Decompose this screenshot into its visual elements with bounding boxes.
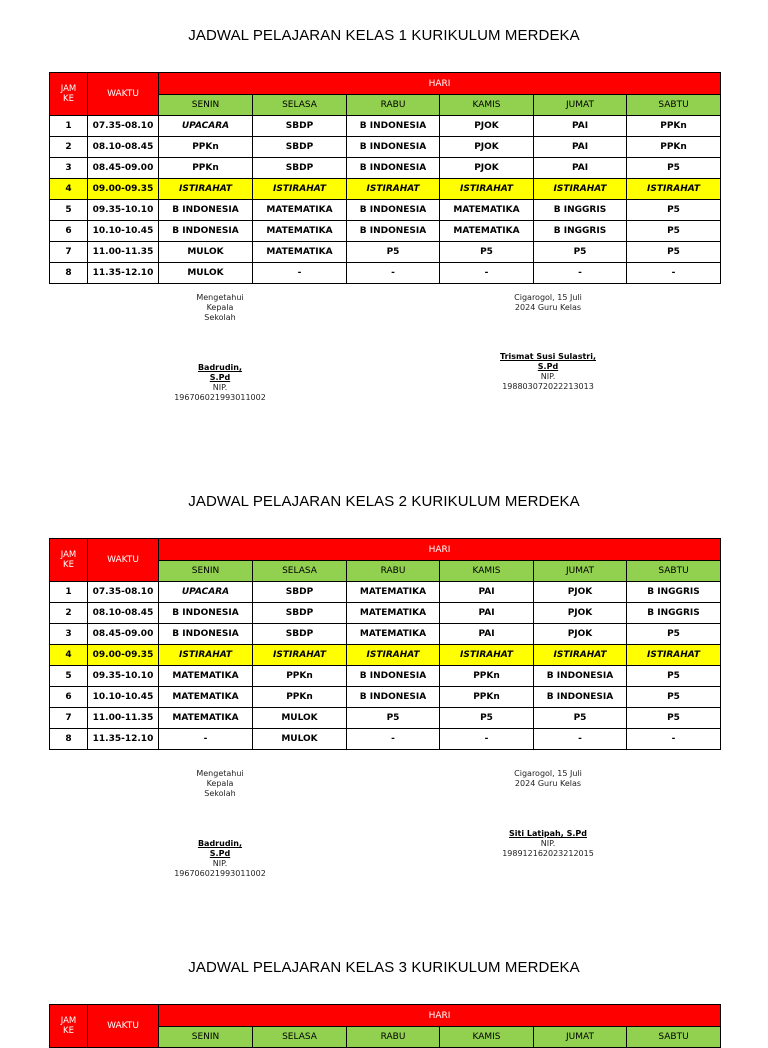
cell-subject: SBDP — [253, 137, 347, 158]
table-row — [50, 603, 721, 624]
cell-subject: MATEMATIKA — [253, 221, 347, 242]
cell-subject: PJOK — [440, 116, 534, 137]
cell-jam: 7 — [50, 242, 88, 263]
cell-subject: ISTIRAHAT — [440, 179, 534, 200]
cell-jam: 1 — [50, 582, 88, 603]
table-row — [50, 582, 721, 603]
cell-subject: PPKn — [159, 137, 253, 158]
cell-subject: ISTIRAHAT — [627, 179, 721, 200]
cell-subject: P5 — [627, 708, 721, 729]
cell-jam: 2 — [50, 603, 88, 624]
cell-subject: P5 — [627, 666, 721, 687]
table-row — [50, 687, 721, 708]
table-row — [50, 200, 721, 221]
cell-subject: P5 — [534, 708, 627, 729]
cell-subject: ISTIRAHAT — [253, 179, 347, 200]
cell-subject: B INDONESIA — [347, 687, 440, 708]
table-row — [50, 221, 721, 242]
cell-subject: SBDP — [253, 603, 347, 624]
header-day: SELASA — [253, 1027, 347, 1048]
cell-waktu: 08.45-09.00 — [88, 158, 159, 179]
table-row-break — [50, 645, 721, 666]
header-waktu: WAKTU — [88, 1005, 159, 1048]
header-day: SABTU — [627, 1027, 721, 1048]
cell-subject: ISTIRAHAT — [440, 645, 534, 666]
table-row — [50, 137, 721, 158]
cell-subject: B INDONESIA — [347, 200, 440, 221]
cell-waktu: 11.35-12.10 — [88, 263, 159, 284]
header-day: SABTU — [627, 95, 721, 116]
cell-waktu: 10.10-10.45 — [88, 221, 159, 242]
cell-subject: P5 — [440, 708, 534, 729]
cell-subject: B INDONESIA — [347, 137, 440, 158]
cell-jam: 5 — [50, 200, 88, 221]
cell-waktu: 08.10-08.45 — [88, 603, 159, 624]
table-row — [50, 116, 721, 137]
schedule-section-kelas-3 — [0, 932, 768, 1042]
cell-waktu: 11.35-12.10 — [88, 729, 159, 750]
cell-subject: P5 — [627, 200, 721, 221]
table-row — [50, 158, 721, 179]
cell-subject: MATEMATIKA — [440, 200, 534, 221]
page-title: JADWAL PELAJARAN KELAS 3 KURIKULUM MERDEKA — [188, 959, 580, 976]
cell-subject: PAI — [440, 582, 534, 603]
cell-jam: 4 — [50, 179, 88, 200]
header-day: JUMAT — [534, 561, 627, 582]
cell-subject: B INGGRIS — [627, 582, 721, 603]
table-row — [50, 708, 721, 729]
cell-subject: PAI — [440, 603, 534, 624]
cell-subject: P5 — [627, 158, 721, 179]
cell-subject: MATEMATIKA — [159, 666, 253, 687]
cell-subject: SBDP — [253, 624, 347, 645]
header-day: KAMIS — [440, 95, 534, 116]
cell-subject: B INDONESIA — [347, 158, 440, 179]
cell-subject: - — [440, 729, 534, 750]
cell-subject: B INDONESIA — [534, 666, 627, 687]
cell-subject: - — [253, 263, 347, 284]
cell-subject: PJOK — [440, 137, 534, 158]
cell-subject: PAI — [534, 158, 627, 179]
header-day: SENIN — [159, 1027, 253, 1048]
cell-waktu: 09.00-09.35 — [88, 645, 159, 666]
cell-subject: B INGGRIS — [534, 221, 627, 242]
table-row — [50, 242, 721, 263]
teacher-date-line: Cigarogol, 15 Juli 2024 Guru Kelas — [514, 293, 582, 312]
cell-waktu: 09.35-10.10 — [88, 200, 159, 221]
cell-jam: 7 — [50, 708, 88, 729]
cell-subject: PJOK — [534, 582, 627, 603]
table-row — [50, 624, 721, 645]
cell-waktu: 09.35-10.10 — [88, 666, 159, 687]
cell-waktu: 11.00-11.35 — [88, 708, 159, 729]
cell-subject: MATEMATIKA — [347, 624, 440, 645]
cell-subject: PPKn — [440, 687, 534, 708]
cell-subject: SBDP — [253, 158, 347, 179]
cell-subject: PJOK — [440, 158, 534, 179]
cell-subject: B INDONESIA — [347, 221, 440, 242]
cell-subject: MULOK — [253, 708, 347, 729]
cell-subject: ISTIRAHAT — [159, 179, 253, 200]
header-waktu: WAKTU — [88, 539, 159, 582]
cell-jam: 8 — [50, 263, 88, 284]
cell-subject: ISTIRAHAT — [534, 645, 627, 666]
cell-subject: B INDONESIA — [159, 200, 253, 221]
schedule-table — [49, 538, 721, 750]
cell-subject: B INDONESIA — [159, 221, 253, 242]
headmaster-signature: Badrudin, S.Pd NIP. 196706021993011002 — [174, 363, 266, 402]
cell-jam: 1 — [50, 116, 88, 137]
cell-subject: P5 — [440, 242, 534, 263]
headmaster-acknowledgement: Mengetahui Kepala Sekolah — [196, 293, 244, 322]
cell-subject: - — [159, 729, 253, 750]
cell-subject: ISTIRAHAT — [534, 179, 627, 200]
cell-waktu: 07.35-08.10 — [88, 116, 159, 137]
cell-subject: ISTIRAHAT — [253, 645, 347, 666]
cell-subject: PAI — [534, 116, 627, 137]
cell-subject: ISTIRAHAT — [347, 645, 440, 666]
cell-subject: ISTIRAHAT — [159, 645, 253, 666]
cell-jam: 2 — [50, 137, 88, 158]
header-day: JUMAT — [534, 95, 627, 116]
cell-subject: PPKn — [440, 666, 534, 687]
cell-subject: MATEMATIKA — [253, 242, 347, 263]
table-row — [50, 666, 721, 687]
cell-subject: P5 — [347, 242, 440, 263]
cell-subject: ISTIRAHAT — [347, 179, 440, 200]
cell-subject: B INGGRIS — [534, 200, 627, 221]
cell-jam: 3 — [50, 624, 88, 645]
teacher-signature: Trismat Susi Sulastri, S.Pd NIP. 198803072022213013 — [499, 352, 597, 391]
cell-subject: P5 — [347, 708, 440, 729]
cell-subject: PPKn — [253, 687, 347, 708]
cell-subject: P5 — [627, 242, 721, 263]
cell-subject: - — [347, 729, 440, 750]
cell-subject: - — [347, 263, 440, 284]
cell-subject: P5 — [627, 687, 721, 708]
cell-waktu: 11.00-11.35 — [88, 242, 159, 263]
cell-subject: PPKn — [253, 666, 347, 687]
header-day: JUMAT — [534, 1027, 627, 1048]
cell-subject: PPKn — [627, 137, 721, 158]
cell-subject: MULOK — [159, 263, 253, 284]
header-day: SELASA — [253, 95, 347, 116]
cell-subject: UPACARA — [159, 582, 253, 603]
cell-subject: B INDONESIA — [159, 603, 253, 624]
page-title: JADWAL PELAJARAN KELAS 1 KURIKULUM MERDEKA — [188, 27, 580, 44]
cell-subject: P5 — [627, 221, 721, 242]
cell-subject: MATEMATIKA — [347, 582, 440, 603]
cell-subject: SBDP — [253, 582, 347, 603]
cell-subject: - — [627, 729, 721, 750]
page-title: JADWAL PELAJARAN KELAS 2 KURIKULUM MERDEKA — [188, 493, 580, 510]
cell-subject: ISTIRAHAT — [627, 645, 721, 666]
cell-subject: MULOK — [159, 242, 253, 263]
header-day: KAMIS — [440, 561, 534, 582]
header-day: KAMIS — [440, 1027, 534, 1048]
cell-subject: P5 — [534, 242, 627, 263]
table-row — [50, 263, 721, 284]
header-day: RABU — [347, 561, 440, 582]
cell-subject: PJOK — [534, 624, 627, 645]
cell-subject: MATEMATIKA — [159, 687, 253, 708]
header-jam-ke: JAM KE — [50, 539, 88, 582]
teacher-signature: Siti Latipah, S.Pd NIP. 198912162023212015 — [502, 829, 594, 858]
teacher-date-line: Cigarogol, 15 Juli 2024 Guru Kelas — [514, 769, 582, 788]
cell-subject: B INDONESIA — [347, 666, 440, 687]
cell-subject: MATEMATIKA — [159, 708, 253, 729]
cell-subject: MULOK — [253, 729, 347, 750]
cell-subject: PAI — [440, 624, 534, 645]
cell-subject: PPKn — [627, 116, 721, 137]
schedule-table — [49, 72, 721, 284]
cell-waktu: 10.10-10.45 — [88, 687, 159, 708]
cell-subject: P5 — [627, 624, 721, 645]
cell-jam: 4 — [50, 645, 88, 666]
headmaster-signature: Badrudin, S.Pd NIP. 196706021993011002 — [174, 839, 266, 878]
cell-waktu: 09.00-09.35 — [88, 179, 159, 200]
headmaster-acknowledgement: Mengetahui Kepala Sekolah — [196, 769, 244, 798]
cell-subject: MATEMATIKA — [440, 221, 534, 242]
schedule-table — [49, 1004, 721, 1048]
header-jam-ke: JAM KE — [50, 73, 88, 116]
cell-waktu: 08.10-08.45 — [88, 137, 159, 158]
cell-subject: PJOK — [534, 603, 627, 624]
header-waktu: WAKTU — [88, 73, 159, 116]
header-day: SENIN — [159, 561, 253, 582]
header-day: SELASA — [253, 561, 347, 582]
header-day: SENIN — [159, 95, 253, 116]
cell-jam: 5 — [50, 666, 88, 687]
cell-jam: 6 — [50, 687, 88, 708]
cell-jam: 3 — [50, 158, 88, 179]
cell-subject: - — [440, 263, 534, 284]
header-day: RABU — [347, 1027, 440, 1048]
cell-waktu: 07.35-08.10 — [88, 582, 159, 603]
cell-jam: 6 — [50, 221, 88, 242]
cell-subject: B INDONESIA — [159, 624, 253, 645]
header-day: RABU — [347, 95, 440, 116]
cell-subject: PPKn — [159, 158, 253, 179]
cell-subject: MATEMATIKA — [347, 603, 440, 624]
header-hari: HARI — [159, 1005, 721, 1027]
cell-subject: - — [534, 729, 627, 750]
header-day: SABTU — [627, 561, 721, 582]
cell-subject: B INDONESIA — [534, 687, 627, 708]
cell-subject: SBDP — [253, 116, 347, 137]
cell-subject: B INDONESIA — [347, 116, 440, 137]
cell-subject: PAI — [534, 137, 627, 158]
cell-subject: B INGGRIS — [627, 603, 721, 624]
header-hari: HARI — [159, 539, 721, 561]
cell-subject: - — [627, 263, 721, 284]
table-row-break — [50, 179, 721, 200]
table-row — [50, 729, 721, 750]
cell-jam: 8 — [50, 729, 88, 750]
cell-subject: UPACARA — [159, 116, 253, 137]
header-hari: HARI — [159, 73, 721, 95]
cell-subject: MATEMATIKA — [253, 200, 347, 221]
cell-waktu: 08.45-09.00 — [88, 624, 159, 645]
cell-subject: - — [534, 263, 627, 284]
header-jam-ke: JAM KE — [50, 1005, 88, 1048]
